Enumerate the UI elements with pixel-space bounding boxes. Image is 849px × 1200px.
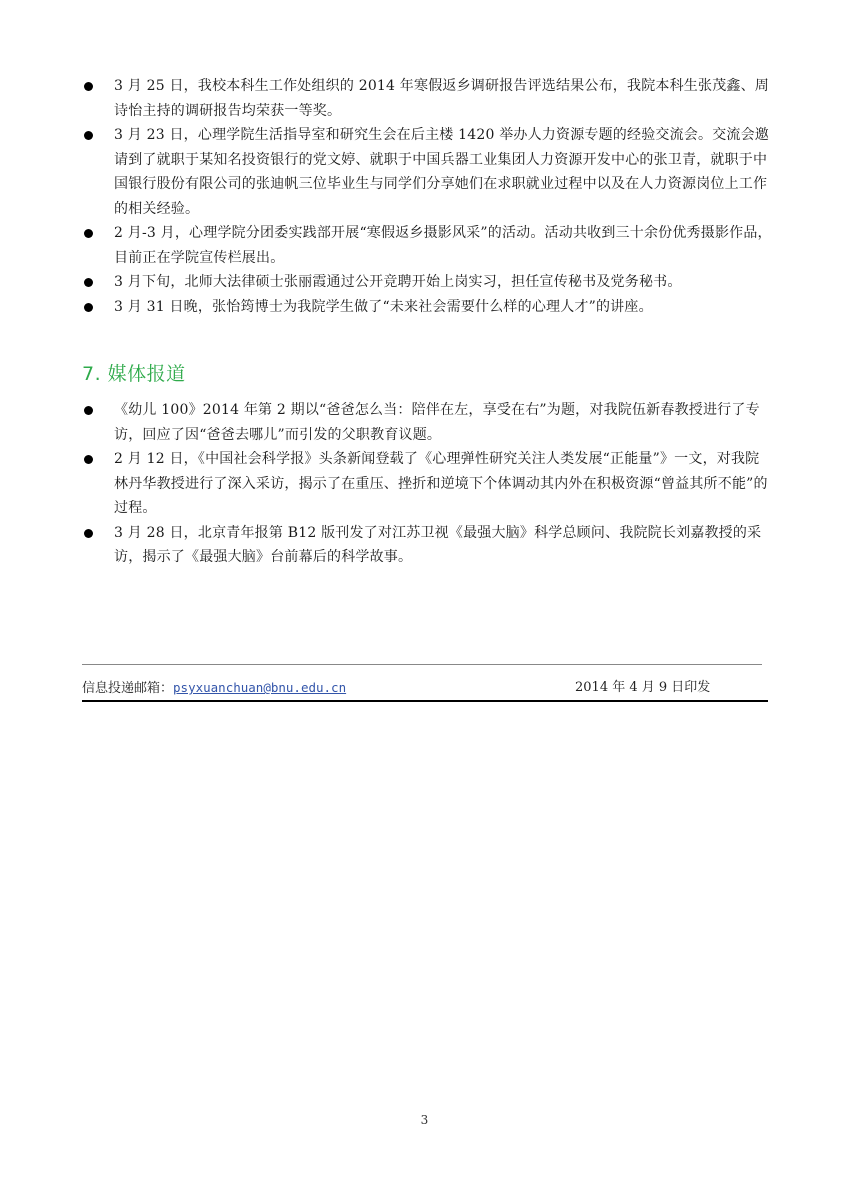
email-link[interactable]: psyxuanchuan@bnu.edu.cn	[173, 680, 347, 695]
list-item-text: 2 月 12 日，《中国社会科学报》头条新闻登载了《心理弹性研究关注人类发展“正能量”》一文，对我院林丹华教授进行了深入采访，揭示了在重压、挫折和逆境下个体调动其内外在积极资源“曾益其所不能”的过程。	[114, 451, 768, 516]
list-item	[82, 398, 772, 447]
list-item-text: 《幼儿 100》2014 年第 2 期以“爸爸怎么当：陪伴在左，享受在右”为题，对我院伍新春教授进行了专访，回应了因“爸爸去哪儿”而引发的父职教育议题。	[114, 402, 760, 443]
list-item-text: 3 月 25 日，我校本科生工作处组织的 2014 年寒假返乡调研报告评选结果公布，我院本科生张茂鑫、周诗怡主持的调研报告均荣获一等奖。	[114, 78, 769, 119]
list-item	[82, 123, 772, 221]
media-list	[82, 398, 772, 570]
list-item-text: 3 月 23 日，心理学院生活指导室和研究生会在后主楼 1420 举办人力资源专题的经验交流会。交流会邀请到了就职于某知名投资银行的党文婷、就职于中国兵器工业集团人力资源开发中心的张卫青，就职于中国银行股份有限公司的张迪帆三位毕业生与同学们分享她们在求职就业过程中以及在人力资源岗位上工作的相关经验。	[114, 127, 769, 217]
activities-list	[82, 74, 772, 319]
footer-divider-thick	[82, 700, 768, 702]
list-item	[82, 447, 772, 521]
list-item-text: 3 月下旬，北师大法律硕士张丽霞通过公开竞聘开始上岗实习，担任宣传秘书及党务秘书。	[114, 274, 682, 290]
list-item	[82, 270, 772, 295]
list-item	[82, 295, 772, 320]
email-label: 信息投递邮箱：	[82, 681, 174, 696]
issue-date: 2014 年 4 月 9 日印发	[575, 680, 711, 695]
footer-divider-thin	[82, 664, 762, 665]
bullet-icon	[84, 529, 93, 538]
section-heading-media: 7. 媒体报道	[82, 363, 186, 385]
bullet-icon	[84, 303, 93, 312]
list-item-text: 3 月 31 日晚，张怡筠博士为我院学生做了“未来社会需要什么样的心理人才”的讲座。	[114, 298, 653, 315]
list-item	[82, 74, 772, 123]
bullet-icon	[84, 278, 93, 287]
list-item	[82, 221, 772, 270]
bullet-icon	[84, 406, 93, 415]
bullet-icon	[84, 455, 93, 464]
bullet-icon	[84, 82, 93, 91]
bullet-icon	[84, 131, 93, 140]
bullet-icon	[84, 229, 93, 238]
page-number: 3	[420, 1113, 429, 1127]
list-item	[82, 521, 772, 570]
list-item-text: 2 月-3 月，心理学院分团委实践部开展“寒假返乡摄影风采”的活动。活动共收到三十余份优秀摄影作品，目前正在学院宣传栏展出。	[114, 225, 772, 266]
list-item-text: 3 月 28 日，北京青年报第 B12 版刊发了对江苏卫视《最强大脑》科学总顾问、我院院长刘嘉教授的采访，揭示了《最强大脑》台前幕后的科学故事。	[114, 524, 762, 565]
footer	[82, 680, 768, 697]
